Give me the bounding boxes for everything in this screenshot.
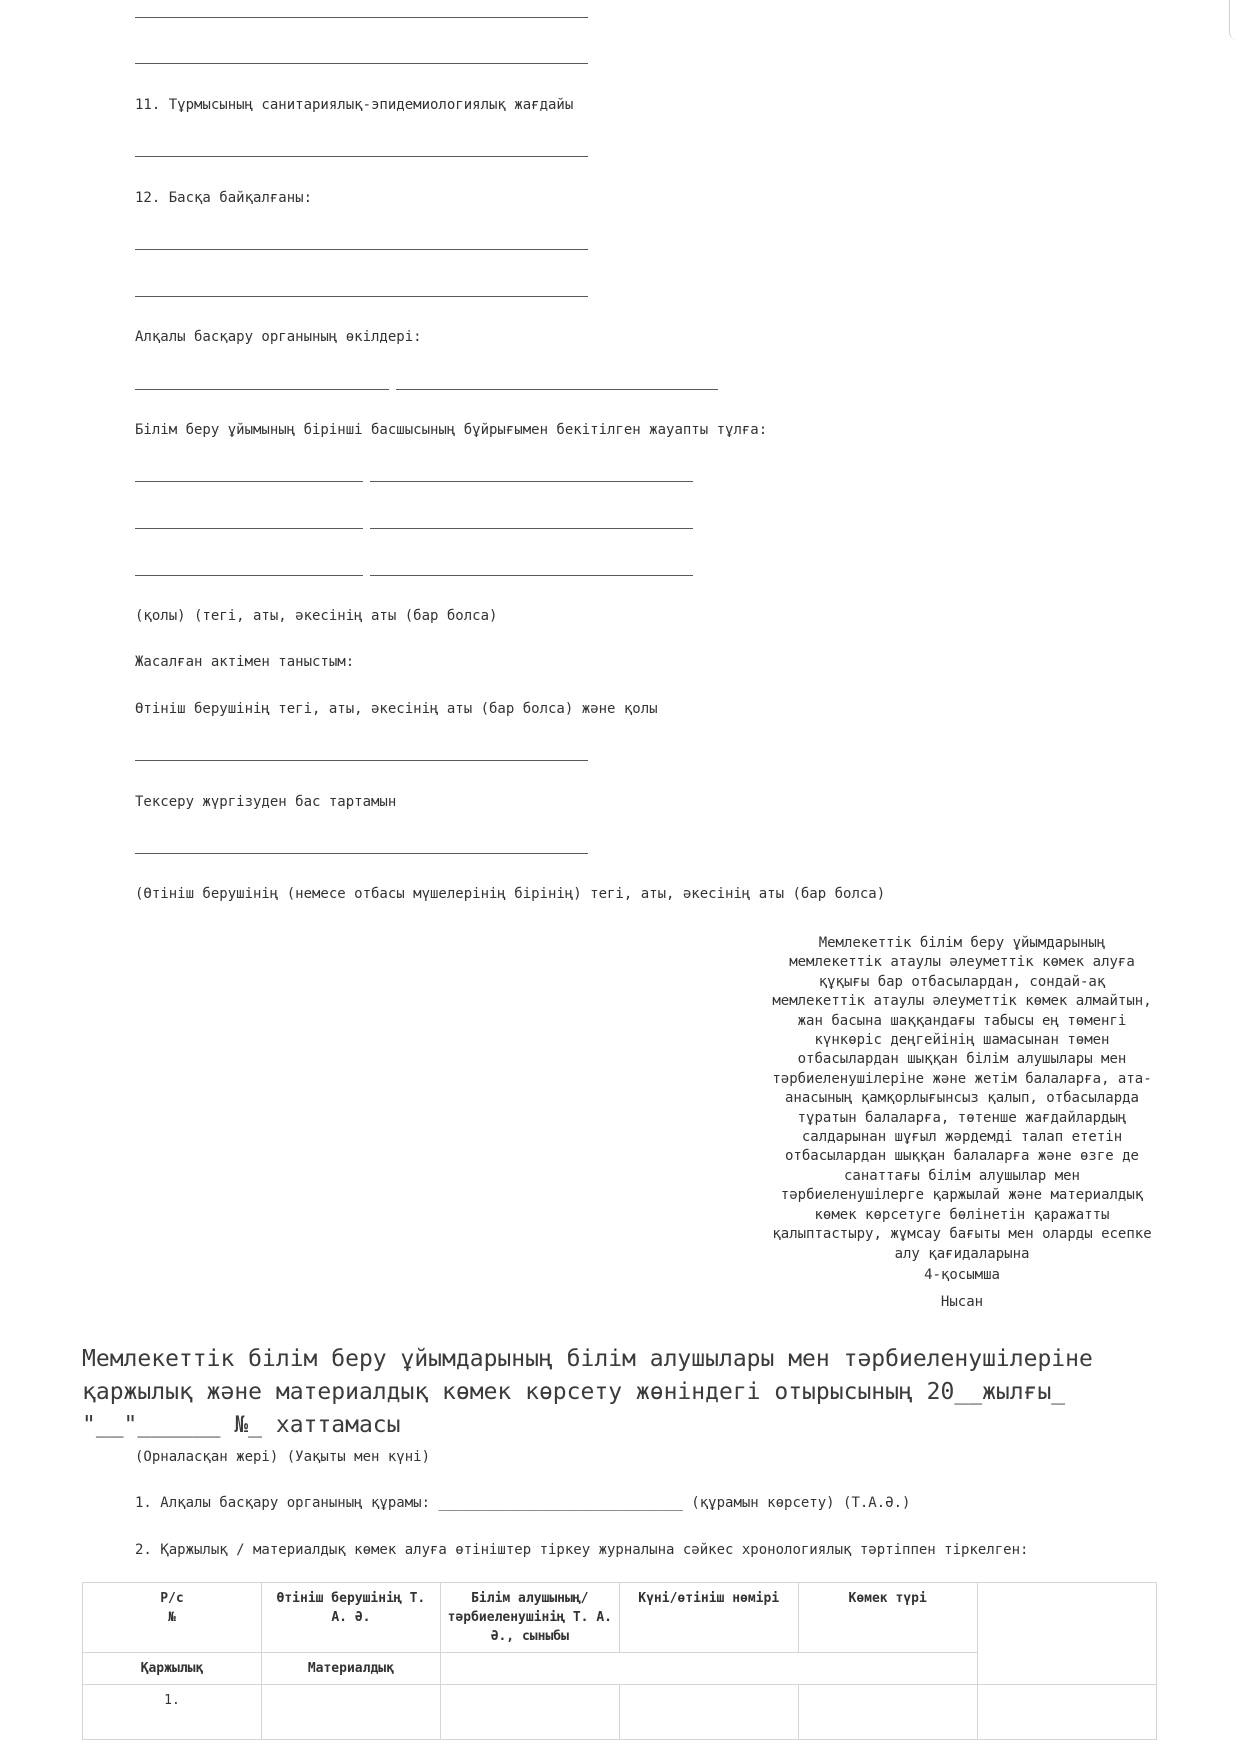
form-label: Нысан (940, 1294, 984, 1310)
blank-line[interactable] (135, 249, 588, 250)
subheader-financial: Қаржылық (83, 1653, 262, 1685)
applicant-signature-label: Өтініш берушінің тегі, аты, әкесінің аты (бар болса) және қолы (135, 701, 658, 717)
acquainted-label: Жасалған актімен таныстым: (135, 654, 355, 670)
table-cell[interactable] (977, 1685, 1156, 1740)
blank-line[interactable] (135, 63, 588, 64)
rules-reference-note: Мемлекеттік білім беру ұйымдарының мемлекеттік атаулы әлеуметтік көмек алуға құқығы бар отбасылардан, сондай-ақ мемлекеттік атаулы әлеуметтік көмек алмайтын, жан басына шаққандағы табысы ең төменгі күнкөріс деңгейінің шамасынан төмен отбасылардан шыққан білім алушылары мен тәрбиеленушілеріне және жетім балаларға, ата- анасының қамқорлығынсыз қалып, отбасыларда тұратын балаларға, төтенше жағдайлардың салдарынан шұғыл жәрдемді талап ететін отбасылардан шыққан балаларға және өзге де санаттағы білім алушылар мен тәрбиеленушілерге қаржылай және материалдық көмек көрсетуге бөлінетін қаражатты қалыптастыру, жұмсау бағыты мен оларды есепке алу қағидаларына (772, 935, 1152, 1262)
protocol-title: Мемлекеттік білім беру ұйымдарының білім алушылары мен тәрбиеленушілеріне қаржылық және материалдық көмек көрсету жөніндегі отырысының 20__жылғы_ "__"______ №_ хаттамасы (82, 1346, 1093, 1438)
item-1-composition: 1. Алқалы басқару органының құрамы: _____________________________ (құрамын көрсету) (Т.А.Ә.) (135, 1495, 911, 1511)
signature-line[interactable] (135, 481, 363, 482)
table-empty-cell (977, 1583, 1156, 1685)
blank-line[interactable] (135, 760, 588, 761)
signature-caption: (қолы) (тегі, аты, әкесінің аты (бар болса) (135, 608, 498, 624)
table-header-row (83, 1583, 1157, 1653)
blank-line[interactable] (135, 296, 588, 297)
item-12-text: 12. Басқа байқалғаны: (135, 190, 313, 206)
table-cell[interactable] (798, 1685, 977, 1740)
place-time-caption: (Орналасқан жері) (Уақыты мен күні) (135, 1449, 431, 1465)
refuse-inspection-label: Тексеру жүргізуден бас тартамын (135, 794, 397, 810)
collegial-representatives-label: Алқалы басқару органының өкілдері: (135, 329, 422, 345)
table-cell[interactable] (261, 1685, 440, 1740)
table-cell[interactable] (619, 1685, 798, 1740)
signature-line[interactable] (135, 575, 363, 576)
blank-line[interactable] (135, 156, 588, 157)
appendix-label: 4-қосымша (924, 1267, 1000, 1283)
name-line[interactable] (396, 389, 718, 390)
page-corner (1229, 0, 1240, 40)
signature-line[interactable] (135, 528, 363, 529)
responsible-person-label: Білім беру ұйымының бірінші басшысының бұйрығымен бекітілген жауапты тұлға: (135, 422, 768, 438)
name-line[interactable] (370, 575, 693, 576)
name-line[interactable] (370, 481, 693, 482)
table-row (83, 1685, 1157, 1740)
refuse-caption: (Өтініш берушінің (немесе отбасы мүшелерінің бірінің) тегі, аты, әкесінің аты (бар болса) (135, 886, 886, 902)
applications-table (82, 1582, 1157, 1740)
column-header-student: Білім алушының/ тәрбиеленушінің Т. А. Ә., сыныбы (440, 1583, 619, 1653)
column-header-aid-type: Көмек түрі (798, 1583, 977, 1653)
column-header-date-number: Күні/өтініш нөмірі (619, 1583, 798, 1653)
blank-line[interactable] (135, 17, 588, 18)
column-header-applicant: Өтініш берушінің Т. А. Ә. (261, 1583, 440, 1653)
signature-line[interactable] (135, 389, 389, 390)
name-line[interactable] (370, 528, 693, 529)
column-header-number: Р/с № (83, 1583, 262, 1653)
table-cell[interactable] (440, 1685, 619, 1740)
blank-line[interactable] (135, 853, 588, 854)
item-11-text: 11. Тұрмысының санитариялық-эпидемиологиялық жағдайы (135, 97, 574, 113)
subheader-material: Материалдық (261, 1653, 440, 1685)
table-empty-cell (440, 1653, 977, 1685)
item-2-registration: 2. Қаржылық / материалдық көмек алуға өтініштер тіркеу журналына сәйкес хронологиялық тәртіппен тіркелген: (135, 1542, 1029, 1558)
table-cell-number: 1. (83, 1685, 262, 1740)
